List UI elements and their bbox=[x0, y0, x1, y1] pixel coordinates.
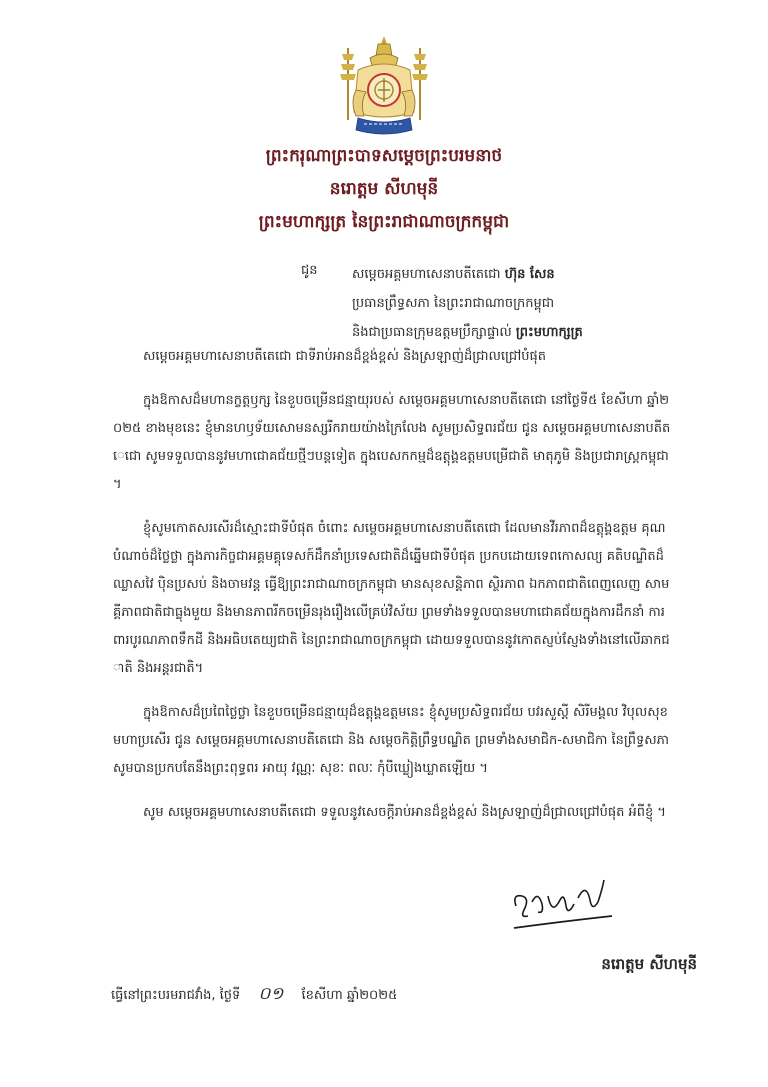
body-salutation: សម្ដេចអគ្គមហាសេនាបតីតេជោ ជាទីរាប់អានដ៏ខ្ពង់ខ្ពស់ និងស្រឡាញ់ដ៏ជ្រាលជ្រៅបំផុត bbox=[143, 349, 546, 364]
body-closing: សូម សម្ដេចអគ្គមហាសេនាបតីតេជោ ទទួលនូវសេចក្ដីរាប់អានដ៏ខ្ពង់ខ្ពស់ និងស្រឡាញ់ដ៏ជ្រាលជ្រៅបំផុត អំពីខ្ញុំ ។ bbox=[143, 805, 666, 820]
footer-day: ០១ bbox=[258, 984, 284, 1004]
body-paragraph-1: ក្នុងឱកាសដ៏មហានក្ខត្តឫក្ស នៃខួបចម្រើនជន្មាយុរបស់ សម្ដេចអគ្គមហាសេនាបតីតេជោ នៅថ្ងៃទី៥ ខែសីហា ឆ្នាំ២០២៥ ខាងមុខនេះ ខ្ញុំមានហឫទ័យសោមនស្សរីករាយយ៉ាងក្រៃលែង សូមប្រសិទ្ធពរជ័យ ជូន សម្ដេចអគ្គមហាសេនាបតីតេជោ សូមទទួលបាននូវមហាជោគជ័យថ្មីៗបន្តទៀត ក្នុងបេសកកម្មដ៏ឧត្តុង្គឧត្តមបម្រើជាតិ មាតុភូមិ និងប្រជារាស្ត្រកម្ពុជា។ bbox=[113, 393, 671, 492]
recipient-role-emphasis: ព្រះមហាក្សត្រ bbox=[515, 325, 583, 340]
recipient-role: និងជាប្រធានក្រុមឧត្តមប្រឹក្សាផ្ទាល់ bbox=[352, 325, 512, 340]
body-paragraph-2: ខ្ញុំសូមកោតសរសើរដ៏ស្មោះជាទីបំផុត ចំពោះ សម្ដេចអគ្គមហាសេនាបតីតេជោ ដែលមានវីរភាពដ៏ឧត្តុង្គឧត្តម គុណបំណាច់ដ៏ថ្លៃថ្លា ក្នុងភារកិច្ចជាអគ្គមគ្គុទេសក៍ដឹកនាំប្រទេសជាតិដ៏ឆ្នើមជាទីបំផុត ប្រកបដោយទេពកោសល្យ គតិបណ្ឌិតដ៏ឈ្លាសវៃ ប៉ិនប្រសប់ និងចាមវន្ត ធ្វើឱ្យព្រះរាជាណាចក្រកម្ពុជា មានសុខសន្តិភាព ស្ថិរភាព ឯកភាពជាតិពេញលេញ សាមគ្គីភាពជាតិជាធ្លុងមួយ និងមានភាពរីកចម្រើនរុងរឿងលើគ្រប់វិស័យ ព្រមទាំងទទួលបានមហាជោគជ័យក្នុងការដឹកនាំ ការពារបូរណភាពទឹកដី និងអធិបតេយ្យជាតិ នៃព្រះរាជាណាចក្រកម្ពុជា ដោយទទួលបាននូវកោតស្ញប់ស្ញែងទាំងនៅលើឆាកជាតិ និងអន្តរជាតិ។ bbox=[113, 521, 670, 676]
recipient-line-2: ប្រធានព្រឹទ្ធសភា នៃព្រះរាជាណាចក្រកម្ពុជា bbox=[352, 296, 555, 311]
recipient-label: ជូន bbox=[301, 263, 318, 278]
recipient-name: ហ៊ុន សែន bbox=[504, 267, 555, 282]
footer-month-year: ខែសីហា ឆ្នាំ២០២៥ bbox=[301, 988, 398, 1003]
letter-body bbox=[113, 343, 673, 843]
body-paragraph-3: ក្នុងឱកាសដ៏ប្រពៃថ្លៃថ្លា នៃខួបចម្រើនជន្មាយុដ៏ឧត្តុង្គឧត្តមនេះ ខ្ញុំសូមប្រសិទ្ធពរជ័យ បវរសួស្ដី សិរីមង្គល វិបុលសុខ មហាប្រសើរ ជូន សម្ដេចអគ្គមហាសេនាបតីតេជោ និង សម្ដេចកិត្តិព្រឹទ្ធបណ្ឌិត ព្រមទាំងសមាជិក-សមាជិកា នៃព្រឹទ្ធសភា សូមបានប្រកបតែនឹងព្រះពុទ្ធពរ អាយុ វណ្ណៈ សុខៈ ពលៈ កុំបីឃ្លៀងឃ្លាតឡើយ ។ bbox=[113, 705, 669, 776]
header-title-line: ព្រះករុណាព្រះបាទសម្ដេចព្រះបរមនាថ bbox=[265, 146, 503, 166]
letter-footer bbox=[111, 983, 397, 1008]
header-title-kingdom: ព្រះមហាក្សត្រ នៃព្រះរាជាណាចក្រកម្ពុជា bbox=[258, 212, 510, 232]
royal-coat-of-arms-icon bbox=[334, 30, 434, 140]
recipient-title: សម្ដេចអគ្គមហាសេនាបតីតេជោ bbox=[352, 267, 501, 282]
header-king-name: នរោត្តម សីហមុនី bbox=[329, 179, 439, 199]
recipient-line-1 bbox=[352, 260, 583, 289]
footer-place: ធ្វើនៅព្រះបរមរាជវាំង, ថ្ងៃទី bbox=[111, 988, 241, 1003]
signer-name: នរោត្តម សីហមុនី bbox=[601, 955, 697, 973]
letter-header bbox=[0, 140, 768, 239]
recipient-block bbox=[352, 260, 583, 347]
handwritten-signature bbox=[508, 876, 618, 938]
